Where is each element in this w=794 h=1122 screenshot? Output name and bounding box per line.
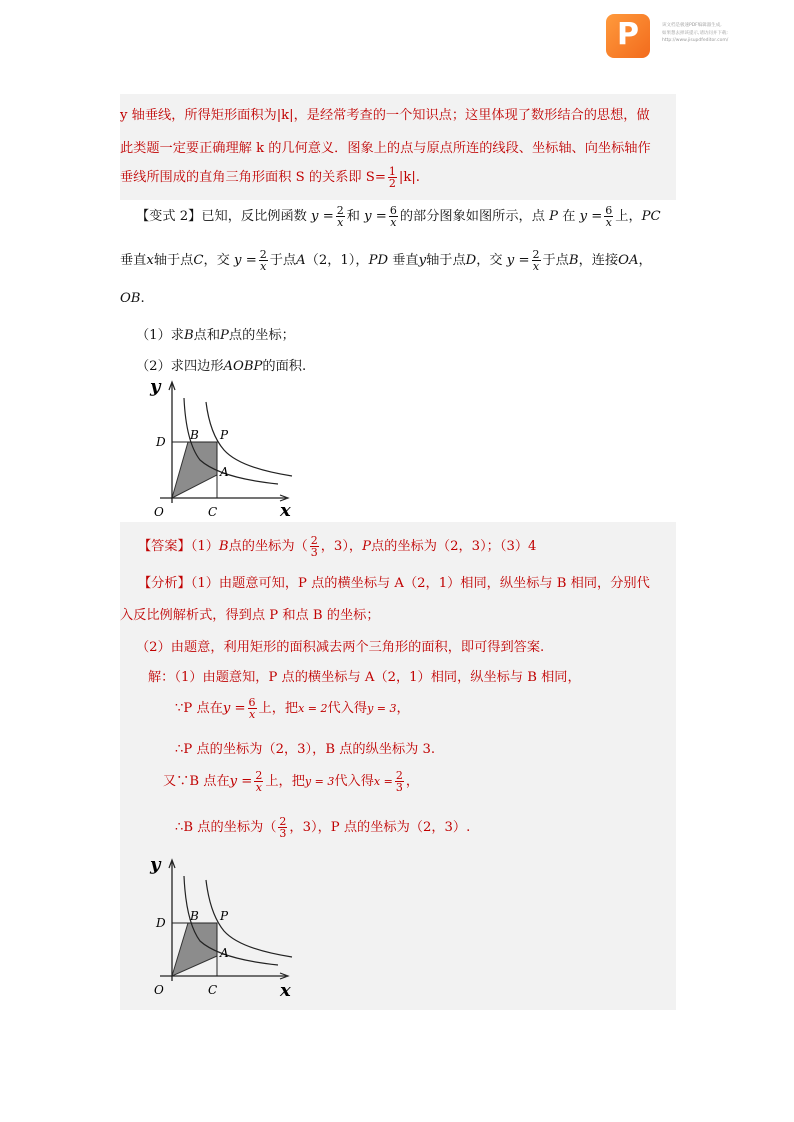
numerator: 2 <box>336 204 344 217</box>
label-y: y <box>150 376 161 397</box>
text: 的面积. <box>262 359 307 374</box>
denominator: x <box>337 216 344 229</box>
text: （2，1）， <box>305 253 369 268</box>
text: 在 <box>562 209 576 224</box>
math: P <box>362 539 371 554</box>
numerator: 2 <box>310 534 318 547</box>
label-d: D <box>156 916 166 930</box>
analysis-line-1 <box>138 572 650 591</box>
math: y = <box>222 701 246 716</box>
text: 上，把 <box>265 774 305 789</box>
math: y = <box>579 209 603 224</box>
fraction <box>604 205 613 228</box>
intro-line-1: y 轴垂线，所得矩形面积为|k|，是经常考查的一个知识点；这里体现了数形结合的思想，做 <box>120 108 650 123</box>
math: B <box>183 328 194 343</box>
label-b: B <box>190 428 199 442</box>
text: ， <box>638 253 652 268</box>
label-a: A <box>220 465 229 479</box>
numerator: 6 <box>389 204 397 217</box>
math: y = 3 <box>304 775 335 788</box>
math: PC <box>641 209 661 224</box>
math: y = <box>229 774 253 789</box>
fraction <box>248 697 257 720</box>
text: 的部分图象如图所示，点 <box>399 209 545 224</box>
note-line: 该文档是极速PDF编辑器生成, <box>662 23 722 28</box>
denominator: x <box>260 260 267 273</box>
math: y = <box>506 253 530 268</box>
numerator: 2 <box>259 248 267 261</box>
numerator: 6 <box>605 204 613 217</box>
fraction <box>278 816 287 839</box>
label-p: P <box>220 428 229 442</box>
math: y = <box>364 209 387 224</box>
solution-line-1: 解：（1）由题意知，P 点的横坐标与 A（2，1）相同，纵坐标与 B 相同， <box>148 670 581 685</box>
text: 垂线所围成的直角三角形面积 S 的关系即 S= <box>120 170 386 185</box>
analysis-line-2: 入反比例解析式，得到点 P 和点 B 的坐标； <box>120 608 380 623</box>
text: （1）求 <box>136 328 184 343</box>
denominator: 2 <box>388 177 396 190</box>
label-p: P <box>220 909 229 923</box>
label-a: A <box>220 946 229 960</box>
math: x = 2 <box>298 702 328 715</box>
fraction <box>259 249 268 272</box>
analysis-tag: 【分析】 <box>138 576 191 591</box>
denominator: x <box>255 781 262 794</box>
solution-line-5 <box>175 816 470 839</box>
text: 轴于点 <box>426 253 466 268</box>
text: ，交 <box>203 253 230 268</box>
problem-line-2 <box>120 249 652 272</box>
text: 点的坐标； <box>228 328 295 343</box>
text: 上， <box>615 209 642 224</box>
numerator: 6 <box>248 696 256 709</box>
text: 于点 <box>542 253 569 268</box>
fraction <box>336 205 345 228</box>
fraction <box>254 770 263 793</box>
problem-tag: 【变式 2】 <box>136 209 202 224</box>
math: PD <box>368 253 389 268</box>
text: 又∵B 点在 <box>163 774 230 789</box>
text: ，连接 <box>578 253 619 268</box>
text: （1）由题意可知，P 点的横坐标与 A（2，1）相同，纵坐标与 B 相同，分别代 <box>190 576 650 591</box>
label-o: O <box>154 505 164 519</box>
analysis-line-3: （2）由题意，利用矩形的面积减去两个三角形的面积，即可得到答案. <box>136 640 545 655</box>
numerator: 2 <box>395 769 403 782</box>
label-y: y <box>150 854 161 875</box>
text: 和 <box>346 209 360 224</box>
watermark-note <box>662 22 782 45</box>
math: A <box>296 253 306 268</box>
note-line: http://www.jisupdfeditor.com/ <box>662 38 729 43</box>
denominator: x <box>390 216 397 229</box>
text: （1） <box>190 539 219 554</box>
text: 点和 <box>193 328 221 343</box>
text: ∴B 点的坐标为（ <box>175 820 277 835</box>
text: 垂直 <box>120 253 147 268</box>
intro-line-2: 此类题一定要正确理解 k 的几何意义．图象上的点与原点所连的线段、坐标轴、向坐标轴作 <box>120 141 651 156</box>
answer-tag: 【答案】 <box>138 539 191 554</box>
problem-line-1 <box>136 205 661 228</box>
pdf-editor-logo <box>606 14 650 58</box>
fraction <box>310 535 319 558</box>
fraction <box>389 205 398 228</box>
text: 点的坐标为（2，3）；（3）4 <box>370 539 537 554</box>
text: 上，把 <box>258 701 299 716</box>
text: ，交 <box>476 253 503 268</box>
text: （2）求四边形 <box>136 359 224 374</box>
math: B <box>218 539 229 554</box>
math: P <box>549 209 558 224</box>
fraction <box>532 249 541 272</box>
problem-line-3 <box>120 291 145 306</box>
numerator: 2 <box>279 815 287 828</box>
note-line: 如果想去掉该提示,请访问并下载: <box>662 30 728 36</box>
math: P <box>220 328 229 343</box>
label-x: x <box>280 500 291 521</box>
math: y <box>418 253 427 268</box>
label-c: C <box>208 505 218 519</box>
text: ， <box>396 701 410 716</box>
denominator: x <box>605 216 612 229</box>
denominator: 3 <box>279 827 287 840</box>
text: ∵P 点在 <box>175 701 223 716</box>
numerator: 2 <box>532 248 540 261</box>
text: 代入得 <box>327 701 368 716</box>
math: x <box>146 253 154 268</box>
denominator: x <box>532 260 540 273</box>
text: ，3）， <box>320 539 363 554</box>
text: ，3），P 点的坐标为（2，3）. <box>289 820 471 835</box>
label-x: x <box>280 980 291 1000</box>
label-o: O <box>154 983 164 997</box>
question-1 <box>136 324 295 343</box>
text: 已知，反比例函数 <box>201 209 307 224</box>
math: OB <box>120 291 141 306</box>
curve-y-6-over-x <box>206 880 292 957</box>
solution-figure <box>140 850 310 1000</box>
intro-line-3 <box>120 166 420 189</box>
label-b: B <box>190 909 199 923</box>
fraction <box>388 166 397 189</box>
denominator: 3 <box>310 546 318 559</box>
curve-y-6-over-x <box>206 402 292 476</box>
text: 代入得 <box>334 774 374 789</box>
solution-line-3: ∴P 点的坐标为（2，3），B 点的纵坐标为 3. <box>175 742 436 757</box>
logo-letter: P <box>617 17 639 52</box>
text: |k|. <box>398 170 420 185</box>
math: y = <box>311 209 334 224</box>
text: 垂直 <box>392 253 419 268</box>
math: OA <box>618 253 639 268</box>
math: D <box>465 253 477 268</box>
text: ， <box>405 774 420 789</box>
math: y = 3 <box>367 702 397 715</box>
denominator: 3 <box>395 781 403 794</box>
denominator: x <box>248 708 256 721</box>
math: x = <box>373 775 393 788</box>
answer-line <box>138 535 536 558</box>
numerator: 1 <box>388 165 396 178</box>
math: B <box>568 253 579 268</box>
text: 轴于点 <box>153 253 194 268</box>
math: y = <box>234 253 257 268</box>
fraction <box>395 770 404 793</box>
text: . <box>140 291 145 306</box>
math: C <box>193 253 204 268</box>
text: 点的坐标为（ <box>228 539 308 554</box>
math: AOBP <box>223 359 263 374</box>
text: 于点 <box>269 253 297 268</box>
label-d: D <box>156 435 166 449</box>
label-c: C <box>208 983 218 997</box>
problem-figure <box>140 372 310 522</box>
solution-line-2 <box>175 697 410 720</box>
solution-line-4 <box>163 770 419 793</box>
numerator: 2 <box>255 769 263 782</box>
